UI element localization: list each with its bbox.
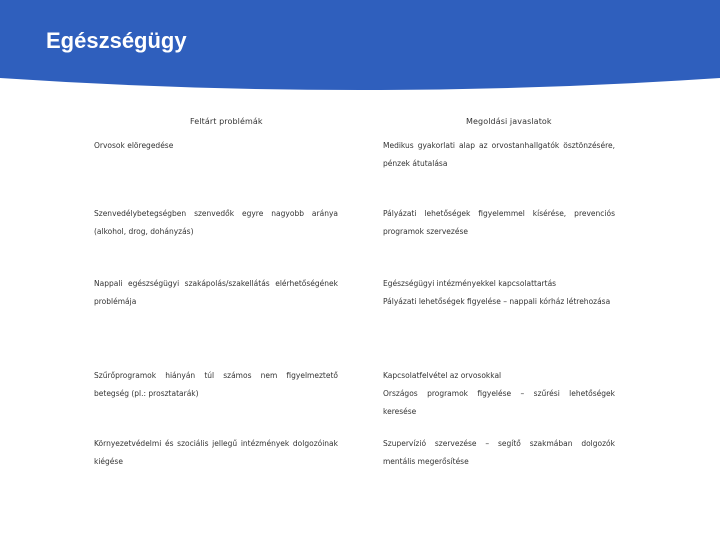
solution-cell: Kapcsolatfelvétel az orvosokkal Országos programok figyelése – szűrési lehetőségek keresése [383, 371, 615, 416]
solution-cell: Medikus gyakorlati alap az orvostanhallgatók ösztönzésére, pénzek átutalása [383, 141, 615, 168]
solution-cell: Szupervízió szervezése – segítő szakmában dolgozók mentális megerősítése [383, 439, 615, 466]
problem-cell: Környezetvédelmi és szociális jellegű intézmények dolgozóinak kiégése [94, 439, 338, 466]
problem-cell: Orvosok elöregedése [94, 141, 174, 150]
problem-cell: Nappali egészségügyi szakápolás/szakellátás elérhetőségének problémája [94, 279, 338, 306]
problem-cell: Szűrőprogramok hiányán túl számos nem figyelmeztető betegség (pl.: prosztatarák) [94, 371, 338, 398]
header-banner [0, 0, 720, 100]
column-header-problems: Feltárt problémák [190, 117, 263, 126]
solution-cell: Pályázati lehetőségek figyelemmel kísérése, prevenciós programok szervezése [383, 209, 615, 236]
solution-cell: Egészségügyi intézményekkel kapcsolattartás Pályázati lehetőségek figyelése – nappali kórház létrehozása [383, 279, 611, 306]
page-title: Egészségügy [46, 28, 187, 53]
problem-cell: Szenvedélybetegségben szenvedők egyre nagyobb aránya (alkohol, drog, dohányzás) [94, 209, 338, 236]
column-header-solutions: Megoldási javaslatok [466, 117, 552, 126]
